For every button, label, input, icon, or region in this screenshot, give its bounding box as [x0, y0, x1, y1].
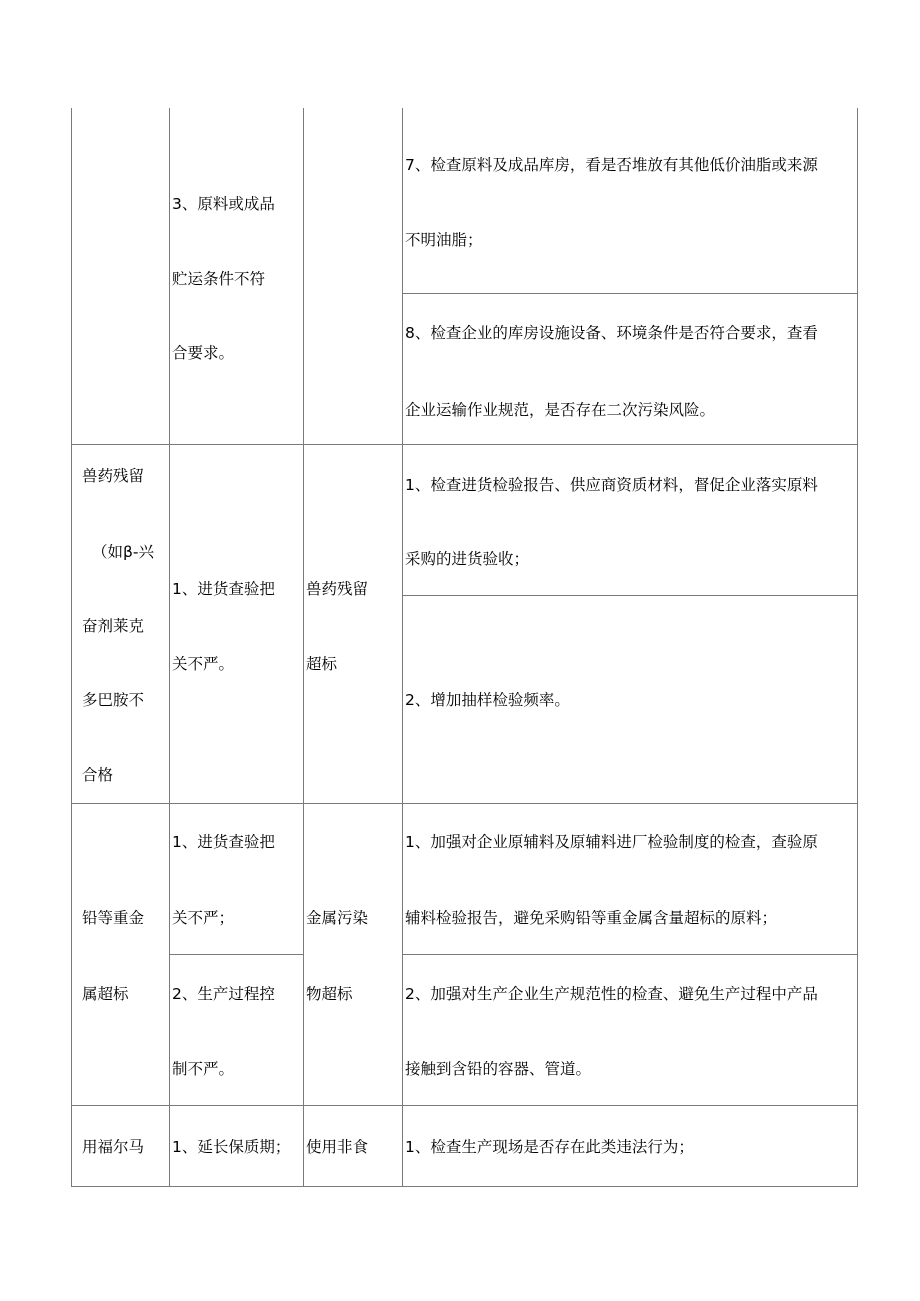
- cause-text: 关不严。: [172, 655, 235, 673]
- measure-divider: [402, 293, 858, 294]
- cause-text: 2、生产过程控: [172, 985, 275, 1003]
- hazard-text: 铅等重金: [82, 909, 145, 927]
- row-divider: [71, 803, 858, 804]
- risk-text: 兽药残留: [306, 580, 369, 598]
- row-divider: [71, 444, 858, 445]
- hazard-text: （如β-兴: [92, 543, 154, 561]
- hazard-text: 兽药残留: [82, 467, 145, 485]
- table-border-bottom: [71, 1186, 858, 1187]
- measure-text: 1、检查生产现场是否存在此类违法行为；: [405, 1138, 694, 1156]
- cause-text: 1、进货查验把: [172, 580, 275, 598]
- row-divider: [71, 1105, 858, 1106]
- cause-text: 3、原料或成品: [172, 195, 275, 213]
- cause-text: 贮运条件不符: [172, 270, 266, 288]
- risk-text: 使用非食: [306, 1138, 369, 1156]
- measure-divider: [402, 954, 858, 955]
- measure-text: 辅料检验报告，避免采购铅等重金属含量超标的原料；: [405, 909, 778, 927]
- measure-text: 8、检查企业的库房设施设备、环境条件是否符合要求，查看: [405, 324, 818, 342]
- measure-text: 1、检查进货检验报告、供应商资质材料，督促企业落实原料: [405, 476, 818, 494]
- column-divider-2: [303, 108, 304, 1187]
- measure-text: 1、加强对企业原辅料及原辅料进厂检验制度的检查，查验原: [405, 833, 818, 851]
- risk-text: 物超标: [306, 985, 353, 1003]
- table-border-left: [71, 108, 72, 1187]
- column-divider-1: [169, 108, 170, 1187]
- measure-text: 不明油脂；: [405, 231, 483, 249]
- measure-text: 2、增加抽样检验频率。: [405, 691, 570, 709]
- cause-text: 合要求。: [172, 344, 235, 362]
- cause-text: 关不严；: [172, 909, 235, 927]
- table-border-right: [857, 108, 858, 1187]
- cause-text: 1、延长保质期；: [172, 1138, 291, 1156]
- measure-text: 企业运输作业规范，是否存在二次污染风险。: [405, 401, 716, 419]
- measure-text: 2、加强对生产企业生产规范性的检查、避免生产过程中产品: [405, 985, 818, 1003]
- risk-text: 金属污染: [306, 909, 369, 927]
- hazard-text: 用福尔马: [82, 1138, 145, 1156]
- measure-text: 采购的进货验收；: [405, 550, 530, 568]
- hazard-text: 奋剂莱克: [82, 617, 145, 635]
- hazard-text: 合格: [82, 766, 114, 784]
- measure-text: 接触到含铅的容器、管道。: [405, 1060, 592, 1078]
- column-divider-3: [402, 108, 403, 1187]
- hazard-text: 多巴胺不: [82, 691, 145, 709]
- hazard-text: 属超标: [82, 985, 129, 1003]
- cause-text: 1、进货查验把: [172, 833, 275, 851]
- cause-text: 制不严。: [172, 1060, 235, 1078]
- measure-text: 7、检查原料及成品库房，看是否堆放有其他低价油脂或来源: [405, 156, 818, 174]
- cause-divider: [169, 954, 303, 955]
- risk-text: 超标: [306, 655, 338, 673]
- measure-divider: [402, 595, 858, 596]
